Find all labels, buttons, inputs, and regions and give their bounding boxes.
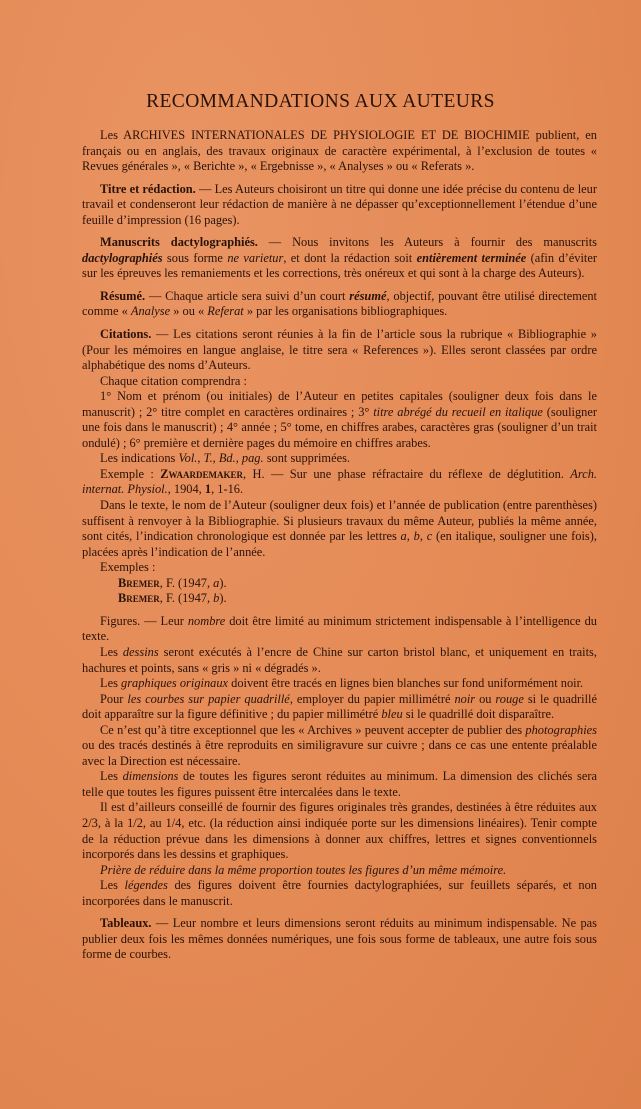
citations-paragraph: Chaque citation comprendra :	[100, 373, 247, 388]
text: des figures doivent être fournies dactylographiées, sur feuillets séparés, et non incorporées dans le manuscrit.	[82, 878, 597, 908]
figures-paragraph	[82, 692, 597, 723]
figures-paragraph: Il est d’ailleurs conseillé de fournir des figures originales très grandes, destinées à être réduites aux 2/3, à la 1/2, au 1/4, etc. (la réduction ainsi indiquée porte sur les dimensions linéaires). Tenir compte de la réduction prévue dans les dimensions à donner aux chiffres, lettres et signes conventionnels incorporés dans les dessins et graphiques.	[82, 800, 597, 862]
emphasis: résumé	[349, 288, 387, 303]
text: , 1-16.	[211, 482, 244, 497]
text: Les	[100, 676, 121, 691]
emphasis: photographies	[525, 722, 597, 737]
emphasis: rouge	[495, 691, 524, 706]
emphasis: dessins	[122, 644, 159, 659]
emphasis: dactylographiés	[82, 250, 163, 265]
emphasis: b	[213, 591, 220, 606]
section-manuscrits	[82, 235, 597, 282]
intro-text: Les ARCHIVES INTERNATIONALES DE PHYSIOLOGIE ET DE BIOCHIMIE publient, en français ou en anglais, des travaux originaux de caractère expérimental, à l’exclusion de toutes « Revues générales », « Berichte », « Ergebnisse », « Analyses » ou « Referats ».	[82, 128, 597, 174]
author-name: Zwaardemaker	[160, 466, 244, 481]
text: sont supprimées.	[263, 451, 350, 466]
author-name: Bremer	[118, 591, 160, 606]
text: , employer du papier millimétré	[289, 691, 455, 706]
text: (en italique, souligner une fois), placées après l’indication de l’année.	[82, 529, 597, 559]
text: Les indications	[100, 451, 179, 466]
text: Les	[100, 878, 125, 893]
intro-paragraph	[82, 128, 597, 175]
figures-paragraph	[82, 645, 597, 676]
emphasis: dimensions	[122, 769, 179, 784]
section-citations	[82, 327, 597, 374]
emphasis: noir	[454, 691, 476, 706]
emphasis: bleu	[381, 707, 403, 722]
section-heading: Titre et rédaction.	[100, 181, 196, 196]
text: ).	[219, 575, 227, 590]
section-heading: Tableaux.	[100, 916, 152, 931]
emphasis: Arch. internat. Physiol.	[82, 466, 597, 497]
example-entry	[82, 591, 597, 607]
text: , 1904,	[167, 482, 205, 497]
text: (souligner une fois dans le manuscrit) ; 4° année ; 5° tome, en chiffres arabes, caractères gras (souligner d’un trait ondulé) ; 6° première et dernière pages du mémoire en chiffres arabes.	[82, 404, 597, 450]
emphasis: nombre	[187, 613, 226, 628]
text: de toutes les figures seront réduites au minimum. La dimension des clichés sera telle que toutes les figures puissent être intercalées dans le texte.	[82, 769, 597, 799]
emphasis: graphiques originaux	[121, 676, 229, 691]
text: ou	[475, 691, 496, 706]
citations-example	[82, 467, 597, 498]
text: ,	[406, 529, 414, 544]
figures-paragraph	[82, 723, 597, 770]
emphasis: les courbes sur papier quadrillé	[127, 691, 290, 706]
emphasis: Referat	[207, 304, 244, 319]
text: ,	[419, 529, 427, 544]
emphasis: entièrement terminée	[416, 250, 527, 265]
text: seront exécutés à l’encre de Chine sur carton bristol blanc, et uniquement en traits, hachures et points, sans « gris » ni « dégradés ».	[82, 644, 597, 675]
section-resume	[82, 289, 597, 320]
section-text: » ou «	[170, 304, 208, 319]
text: 1° Nom et prénom (ou initiales) de l’Auteur en petites capitales (souligner deux fois dans le manuscrit) ; 2° titre complet en caractères ordinaires ; 3°	[82, 389, 597, 419]
section-text: doit être limité au minimum strictement indispensable à l’intelligence du texte.	[82, 613, 597, 644]
emphasis: Vol., T., Bd., pag.	[178, 451, 264, 466]
emphasis: c	[426, 529, 433, 544]
example-entry	[82, 576, 597, 592]
text: , H. — Sur une phase réfractaire du réflexe de déglutition.	[243, 466, 571, 481]
section-titre	[82, 182, 597, 229]
text: Ce n’est qu’à titre exceptionnel que les « Archives » peuvent accepter de publier des	[100, 722, 526, 737]
emphasis: a	[213, 575, 220, 590]
section-text: (afin d’éviter sur les épreuves les remaniements et les corrections, très onéreux et qui sont à la charge des Auteurs).	[82, 250, 597, 281]
figures-paragraph	[82, 676, 597, 692]
figures-paragraph	[82, 878, 597, 909]
citations-paragraph	[82, 498, 597, 560]
figures-paragraph	[82, 769, 597, 800]
section-text: — Nous invitons les Auteurs à fournir des manuscrits	[257, 235, 598, 250]
section-text: Figures. — Leur	[100, 613, 188, 628]
text: ).	[219, 591, 227, 606]
section-text: » par les organisations bibliographiques.	[243, 304, 448, 319]
figures-paragraph	[82, 863, 597, 879]
section-text: sous forme	[162, 250, 228, 265]
document-body	[82, 128, 597, 963]
section-text: — Les citations seront réunies à la fin de l’article sous la rubrique « Bibliographie » (Pour les mémoires en langue anglaise, le titre sera « References »). Elles seront classées par ordre alphabétique des noms d’Auteurs.	[82, 327, 597, 373]
citations-paragraph: Exemples :	[100, 560, 156, 575]
text: Exemple :	[100, 466, 161, 481]
author-name: Bremer	[118, 575, 160, 590]
section-text: , objectif, pouvant être utilisé directement comme «	[82, 288, 597, 319]
emphasis: a	[400, 529, 407, 544]
section-heading: Manuscrits dactylographiés.	[100, 235, 258, 250]
emphasis: b	[413, 529, 420, 544]
text: , F. (1947,	[159, 575, 214, 590]
page-title: RECOMMANDATIONS AUX AUTEURS	[146, 91, 495, 113]
emphasis: titre abrégé du recueil en italique	[373, 404, 543, 419]
text: Pour	[100, 691, 128, 706]
section-tableaux	[82, 916, 597, 963]
citations-paragraph	[82, 451, 597, 467]
emphasis: ne varietur	[227, 250, 284, 265]
text: si le quadrillé doit disparaître.	[402, 707, 555, 722]
section-heading: Résumé.	[100, 288, 146, 303]
text: doivent être tracés en lignes bien blanches sur fond uniformément noir.	[228, 676, 584, 691]
section-heading: Citations.	[100, 327, 152, 342]
emphasis: Analyse	[130, 304, 171, 319]
section-text: — Leur nombre et leurs dimensions seront réduits au minimum indispensable. Ne pas publier deux fois les mêmes données numériques, une fois sous forme de tableaux, une autre fois sous forme de courbes.	[82, 916, 597, 962]
text: Dans le texte, le nom de l’Auteur (souligner deux fois) et l’année de publication (entre parenthèses) suffisent à renvoyer à la Bibliographie. Si plusieurs travaux du même Auteur, publiés la même année, sont cités, l’indication chronologique est donnée par les lettres	[82, 498, 597, 544]
section-text: — Chaque article sera suivi d’un court	[145, 288, 350, 303]
text: si le quadrillé doit apparaître sur la figure définitive ; du papier millimétré	[82, 691, 597, 722]
text: ou des tracés destinés à être reproduits en similigravure sur cuivre ; dans ce cas une entente préalable avec la Direction est nécessaire.	[82, 738, 597, 768]
section-text: — Les Auteurs choisiront un titre qui donne une idée précise du contenu de leur travail et condenseront leur rédaction de manière à ne dépasser qu’exceptionnellement l’étendue d’une feuille d’impression (16 pages).	[82, 181, 597, 227]
text: Les	[100, 644, 123, 659]
text: , F. (1947,	[159, 591, 214, 606]
emphasis: Prière de réduire dans la même proportion toutes les figures d’un même mémoire.	[100, 862, 507, 877]
citations-paragraph	[82, 389, 597, 451]
emphasis: légendes	[124, 878, 168, 893]
section-figures	[82, 614, 597, 645]
section-text: , et dont la rédaction soit	[283, 250, 417, 265]
volume: 1	[204, 482, 212, 497]
text: Les	[100, 769, 123, 784]
